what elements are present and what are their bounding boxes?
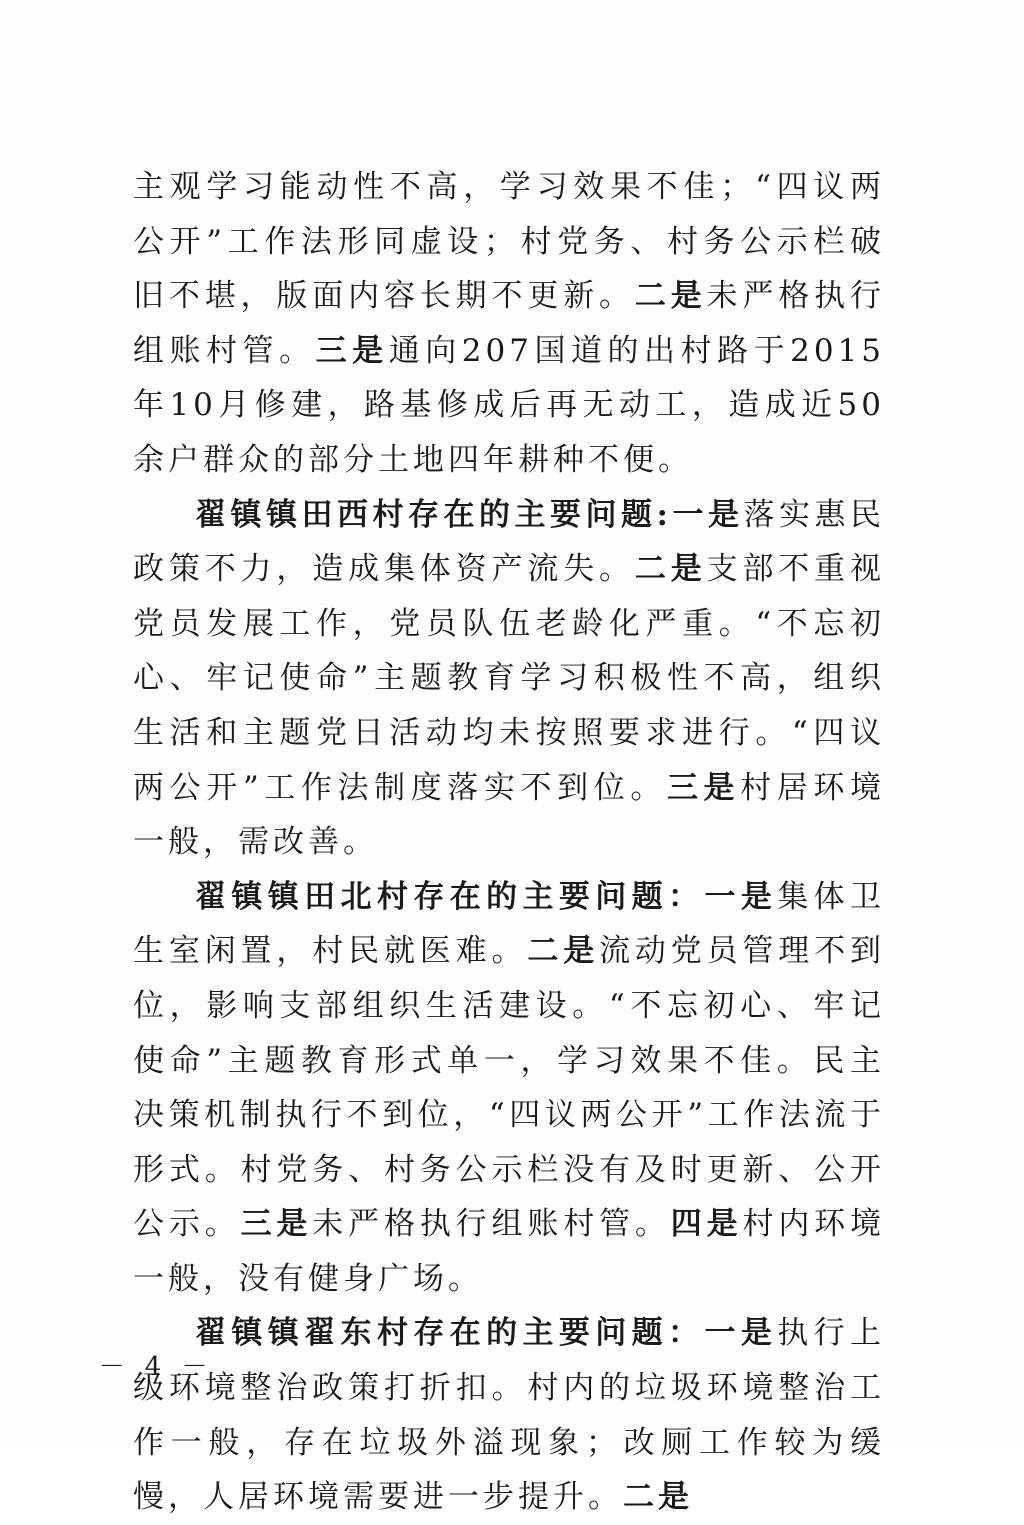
paragraph-text: 集体卫生室闲置，村民就医难。 [133,878,886,970]
page-number: － 4 － [98,1352,214,1382]
item-marker: 一是 [671,496,744,533]
item-marker: 一是 [704,878,778,915]
item-marker: 二是 [634,551,707,588]
section-heading: 翟镇镇田西村存在的主要问题: [195,496,672,533]
item-marker: 四是 [670,1206,743,1243]
item-marker: 三是 [315,332,389,369]
paragraph-text: 村居环境一般，需改善。 [133,769,885,861]
item-marker: 三是 [666,769,741,806]
document-body [133,160,885,1525]
paragraph [133,488,885,870]
paragraph [133,870,885,1307]
item-marker: 二是 [623,1479,693,1516]
item-marker: 二是 [527,933,600,970]
paragraph [133,1306,885,1524]
item-marker: 三是 [240,1206,313,1243]
paragraph-text: 执行上级环境整治政策打折扣。村内的垃圾环境整治工作一般，存在垃圾外溢现象；改厕工作较为缓慢，人居环境需要进一步提升。 [133,1315,886,1516]
section-heading: 翟镇镇田北村存在的主要问题： [195,878,705,915]
section-heading: 翟镇镇翟东村存在的主要问题： [195,1315,705,1352]
paragraph-text: 村内环境一般，没有健身广场。 [133,1206,886,1297]
paragraph-text: 未严格执行组账村管。 [312,1206,671,1243]
paragraph [133,160,885,488]
paragraph-text: 落实惠民政策不力，造成集体资产流失。 [133,496,886,588]
paragraph-text: 主观学习能动性不高，学习效果不佳；“四议两公开”工作法形同虚设；村党务、村务公示栏破旧不堪，版面内容长期不更新。 [133,169,885,315]
paragraph-text: 流动党员管理不到位，影响支部组织生活建设。“不忘初心、牢记使命”主题教育形式单一，学习效果不佳。民主决策机制执行不到位，“四议两公开”工作法流于形式。村党务、村务公示栏没有及时更新、公开公示。 [133,933,886,1243]
paragraph-text: 通向207国道的出村路于2015年10月修建，路基修成后再无动工，造成近50余户群众的部分土地四年耕种不便。 [133,332,886,478]
paragraph-text: 支部不重视党员发展工作，党员队伍老龄化严重。“不忘初心、牢记使命”主题教育学习积极性不高，组织生活和主题党日活动均未按照要求进行。“四议两公开”工作法制度落实不到位。 [133,551,886,806]
paragraph-text: 未严格执行组账村管。 [133,278,886,369]
item-marker: 一是 [704,1315,778,1352]
item-marker: 二是 [634,278,707,315]
